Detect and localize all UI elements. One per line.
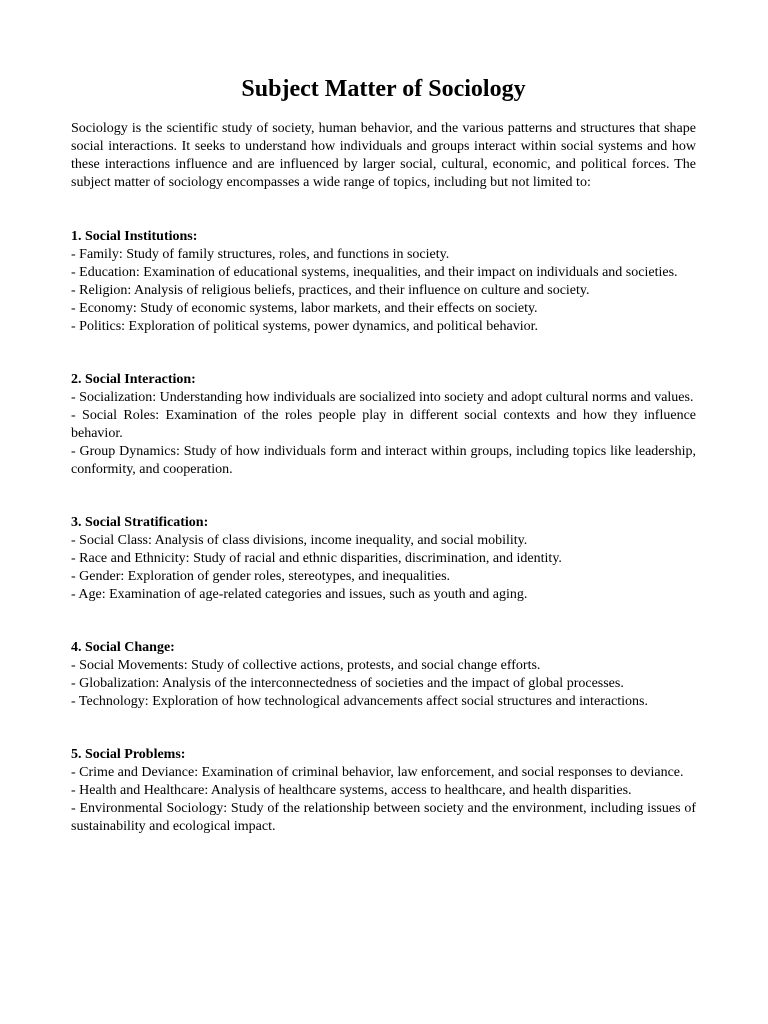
section-social-stratification xyxy=(71,514,696,604)
list-item: - Race and Ethnicity: Study of racial and ethnic disparities, discrimination, and identity. xyxy=(71,551,562,566)
section-social-problems xyxy=(71,746,696,836)
document-page xyxy=(71,72,696,836)
intro-paragraph: Sociology is the scientific study of society, human behavior, and the various patterns and structures that shape social interactions. It seeks to understand how individuals and groups interact within social systems and how these interactions influence and are influenced by larger social, cultural, economic, and political forces. The subject matter of sociology encompasses a wide range of topics, including but not limited to: xyxy=(71,121,696,190)
list-item: - Health and Healthcare: Analysis of healthcare systems, access to healthcare, and health disparities. xyxy=(71,783,632,798)
list-item: - Religion: Analysis of religious beliefs, practices, and their influence on culture and society. xyxy=(71,283,590,298)
section-social-institutions xyxy=(71,228,696,336)
section-heading: 2. Social Interaction: xyxy=(71,372,196,387)
list-item: - Group Dynamics: Study of how individuals form and interact within groups, including topics like leadership, conformity, and cooperation. xyxy=(71,444,696,477)
list-item: - Social Movements: Study of collective actions, protests, and social change efforts. xyxy=(71,658,541,673)
list-item: - Globalization: Analysis of the interconnectedness of societies and the impact of global processes. xyxy=(71,676,624,691)
list-item: - Social Class: Analysis of class divisions, income inequality, and social mobility. xyxy=(71,533,528,548)
list-item: - Crime and Deviance: Examination of criminal behavior, law enforcement, and social responses to deviance. xyxy=(71,765,684,780)
document-title: Subject Matter of Sociology xyxy=(241,76,526,102)
list-item: - Family: Study of family structures, roles, and functions in society. xyxy=(71,247,450,262)
list-item: - Social Roles: Examination of the roles people play in different social contexts and how they influence behavior. xyxy=(71,408,696,441)
section-heading: 5. Social Problems: xyxy=(71,747,186,762)
section-heading: 1. Social Institutions: xyxy=(71,229,198,244)
list-item: - Politics: Exploration of political systems, power dynamics, and political behavior. xyxy=(71,319,538,334)
list-item: - Gender: Exploration of gender roles, stereotypes, and inequalities. xyxy=(71,569,451,584)
list-item: - Technology: Exploration of how technological advancements affect social structures and interactions. xyxy=(71,694,648,709)
list-item: - Age: Examination of age-related categories and issues, such as youth and aging. xyxy=(71,587,528,602)
section-social-change xyxy=(71,639,696,711)
list-item: - Socialization: Understanding how individuals are socialized into society and adopt cultural norms and values. xyxy=(71,390,694,405)
section-heading: 3. Social Stratification: xyxy=(71,515,209,530)
list-item: - Environmental Sociology: Study of the relationship between society and the environment, including issues of sustainability and ecological impact. xyxy=(71,801,696,834)
list-item: - Economy: Study of economic systems, labor markets, and their effects on society. xyxy=(71,301,538,316)
section-social-interaction xyxy=(71,371,696,479)
list-item: - Education: Examination of educational systems, inequalities, and their impact on individuals and societies. xyxy=(71,265,678,280)
section-heading: 4. Social Change: xyxy=(71,640,175,655)
